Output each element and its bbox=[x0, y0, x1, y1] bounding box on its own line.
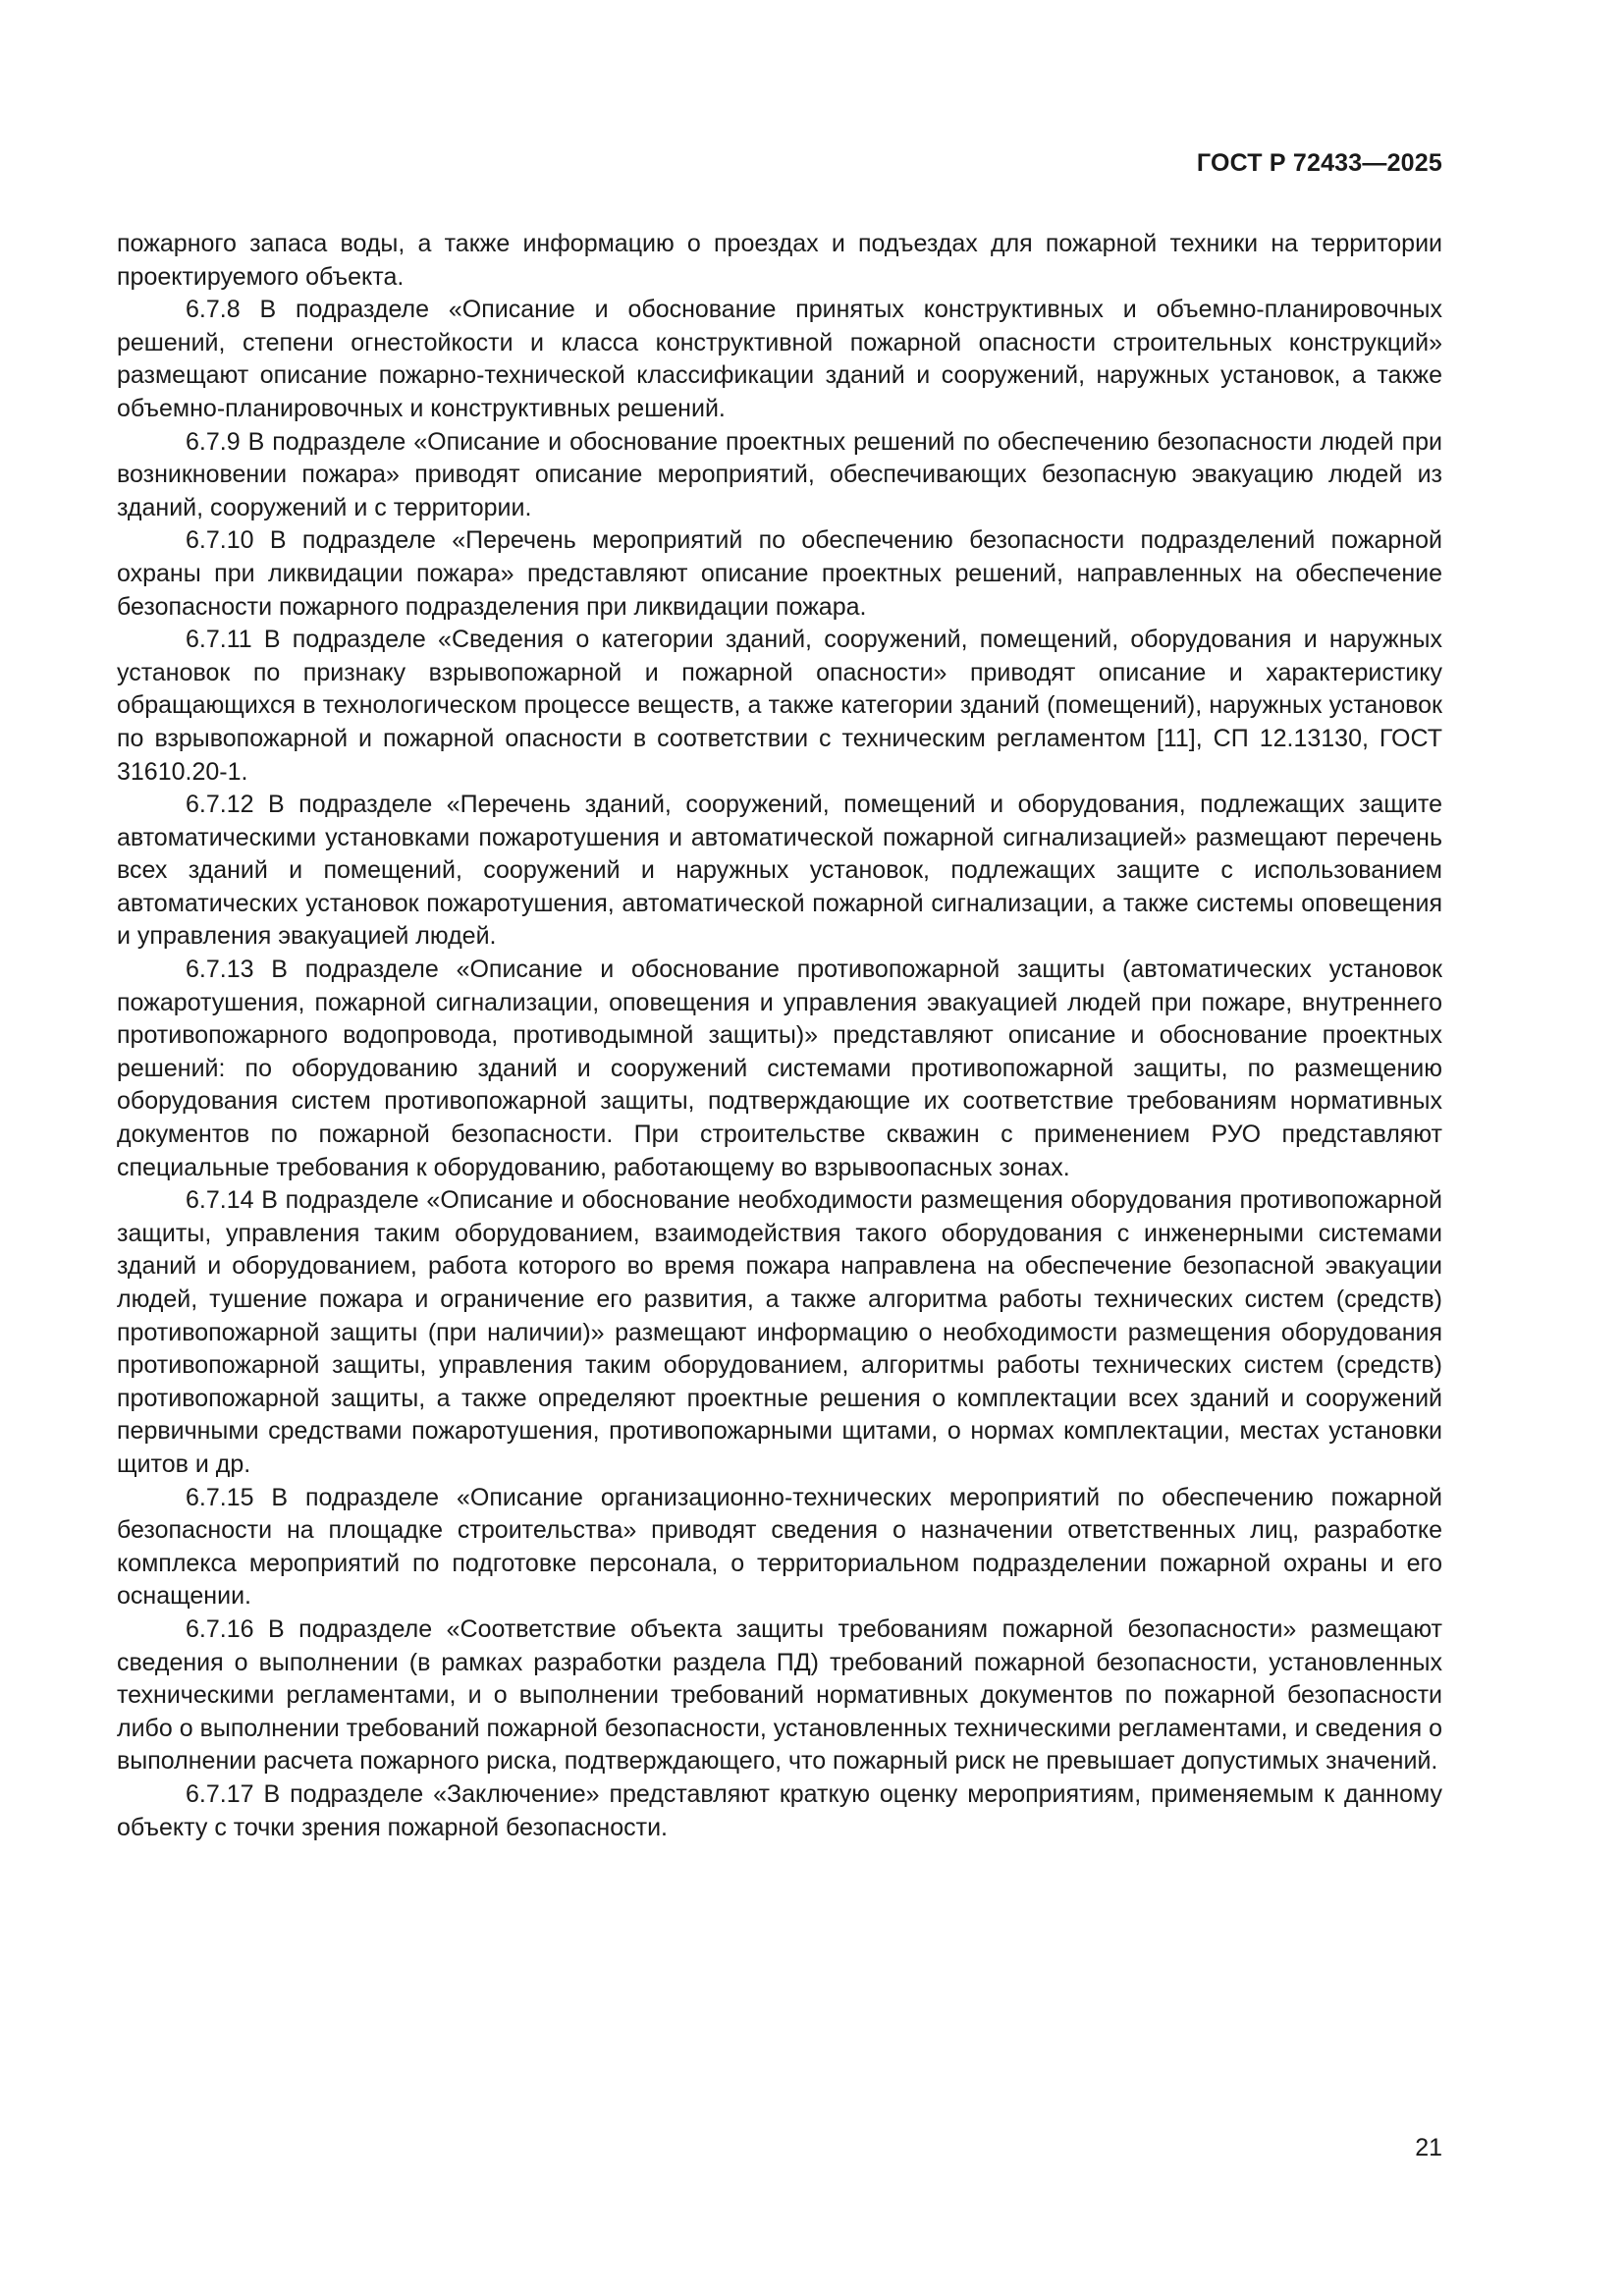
paragraph-6-7-12: 6.7.12 В подразделе «Перечень зданий, сооружений, помещений и оборудования, подлежащих защите автоматическими установками пожаротушения и автоматической пожарной сигнализацией» размещают перечень всех зданий и помещений, сооружений и наружных установок, подлежащих защите с использованием автоматических установок пожаротушения, автоматической пожарной сигнализации, а также системы оповещения и управления эвакуацией людей. bbox=[117, 791, 1442, 951]
document-body bbox=[117, 228, 1442, 1844]
paragraph-6-7-8: 6.7.8 В подразделе «Описание и обоснование принятых конструктивных и объемно-планировочных решений, степени огнестойкости и класса конструктивной пожарной опасности строительных конструкций» размещают описание пожарно-технической классификации зданий и сооружений, наружных установок, а также объемно-планировочных и конструктивных решений. bbox=[117, 296, 1442, 422]
paragraph-continuation: пожарного запаса воды, а также информацию о проездах и подъездах для пожарной техники на территории проектируемого объекта. bbox=[117, 230, 1442, 291]
paragraph-6-7-16: 6.7.16 В подразделе «Соответствие объекта защиты требованиям пожарной безопасности» размещают сведения о выполнении (в рамках разработки раздела ПД) требований пожарной безопасности, установленных техническими регламентами, и о выполнении требований нормативных документов по пожарной безопасности либо о выполнении требований пожарной безопасности, установленных техническими регламентами, и сведения о выполнении расчета пожарного риска, подтверждающего, что пожарный риск не превышает допустимых значений. bbox=[117, 1614, 1442, 1776]
paragraph-6-7-14: 6.7.14 В подразделе «Описание и обоснование необходимости размещения оборудования противопожарной защиты, управления таким оборудованием, взаимодействия такого оборудования с инженерными системами зданий и оборудованием, работа которого во время пожара направлена на обеспечение безопасной эвакуации людей, тушение пожара и ограничение его развития, а также алгоритма работы технических систем (средств) противопожарной защиты (при наличии)» размещают информацию о необходимости размещения оборудования противопожарной защиты, управления таким оборудованием, алгоритмы работы технических систем (средств) противопожарной защиты, а также определяют проектные решения о комплектации всех зданий и сооружений первичными средствами пожаротушения, противопожарными щитами, о нормах комплектации, местах установки щитов и др. bbox=[117, 1186, 1442, 1478]
paragraph-6-7-15: 6.7.15 В подразделе «Описание организационно-технических мероприятий по обеспечению пожарной безопасности на площадке строительства» приводят сведения о назначении ответственных лиц, разработке комплекса мероприятий по подготовке персонала, о территориальном подразделении пожарной охраны и его оснащении. bbox=[117, 1483, 1442, 1611]
paragraph-6-7-11: 6.7.11 В подразделе «Сведения о категории зданий, сооружений, помещений, оборудования и наружных установок по признаку взрывопожарной и пожарной опасности» приводят описание и характеристику обращающихся в технологическом процессе веществ, а также категории зданий (помещений), наружных установок по взрывопожарной и пожарной опасности в соответствии с техническим регламентом [11], СП 12.13130, ГОСТ 31610.20-1. bbox=[117, 626, 1442, 786]
paragraph-6-7-13: 6.7.13 В подразделе «Описание и обоснование противопожарной защиты (автоматических установок пожаротушения, пожарной сигнализации, оповещения и управления эвакуацией людей при пожаре, внутреннего противопожарного водопровода, противодымной защиты)» представляют описание и обоснование проектных решений: по оборудованию зданий и сооружений системами противопожарной защиты, по размещению оборудования систем противопожарной защиты, подтверждающие их соответствие требованиям нормативных документов по пожарной безопасности. При строительстве скважин с применением РУО представляют специальные требования к оборудованию, работающему во взрывоопасных зонах. bbox=[117, 956, 1442, 1181]
paragraph-6-7-9: 6.7.9 В подразделе «Описание и обоснование проектных решений по обеспечению безопасности людей при возникновении пожара» приводят описание мероприятий, обеспечивающих безопасную эвакуацию людей из зданий, сооружений и с территории. bbox=[117, 427, 1442, 521]
document-header: ГОСТ Р 72433—2025 bbox=[1196, 149, 1442, 177]
paragraph-6-7-10: 6.7.10 В подразделе «Перечень мероприятий по обеспечению безопасности подразделений пожарной охраны при ликвидации пожара» представляют описание проектных решений, направленных на обеспечение безопасности пожарного подразделения при ликвидации пожара. bbox=[117, 526, 1442, 621]
page-number: 21 bbox=[1415, 2134, 1442, 2161]
paragraph-6-7-17: 6.7.17 В подразделе «Заключение» представляют краткую оценку мероприятиям, применяемым к данному объекту с точки зрения пожарной безопасности. bbox=[117, 1779, 1442, 1841]
